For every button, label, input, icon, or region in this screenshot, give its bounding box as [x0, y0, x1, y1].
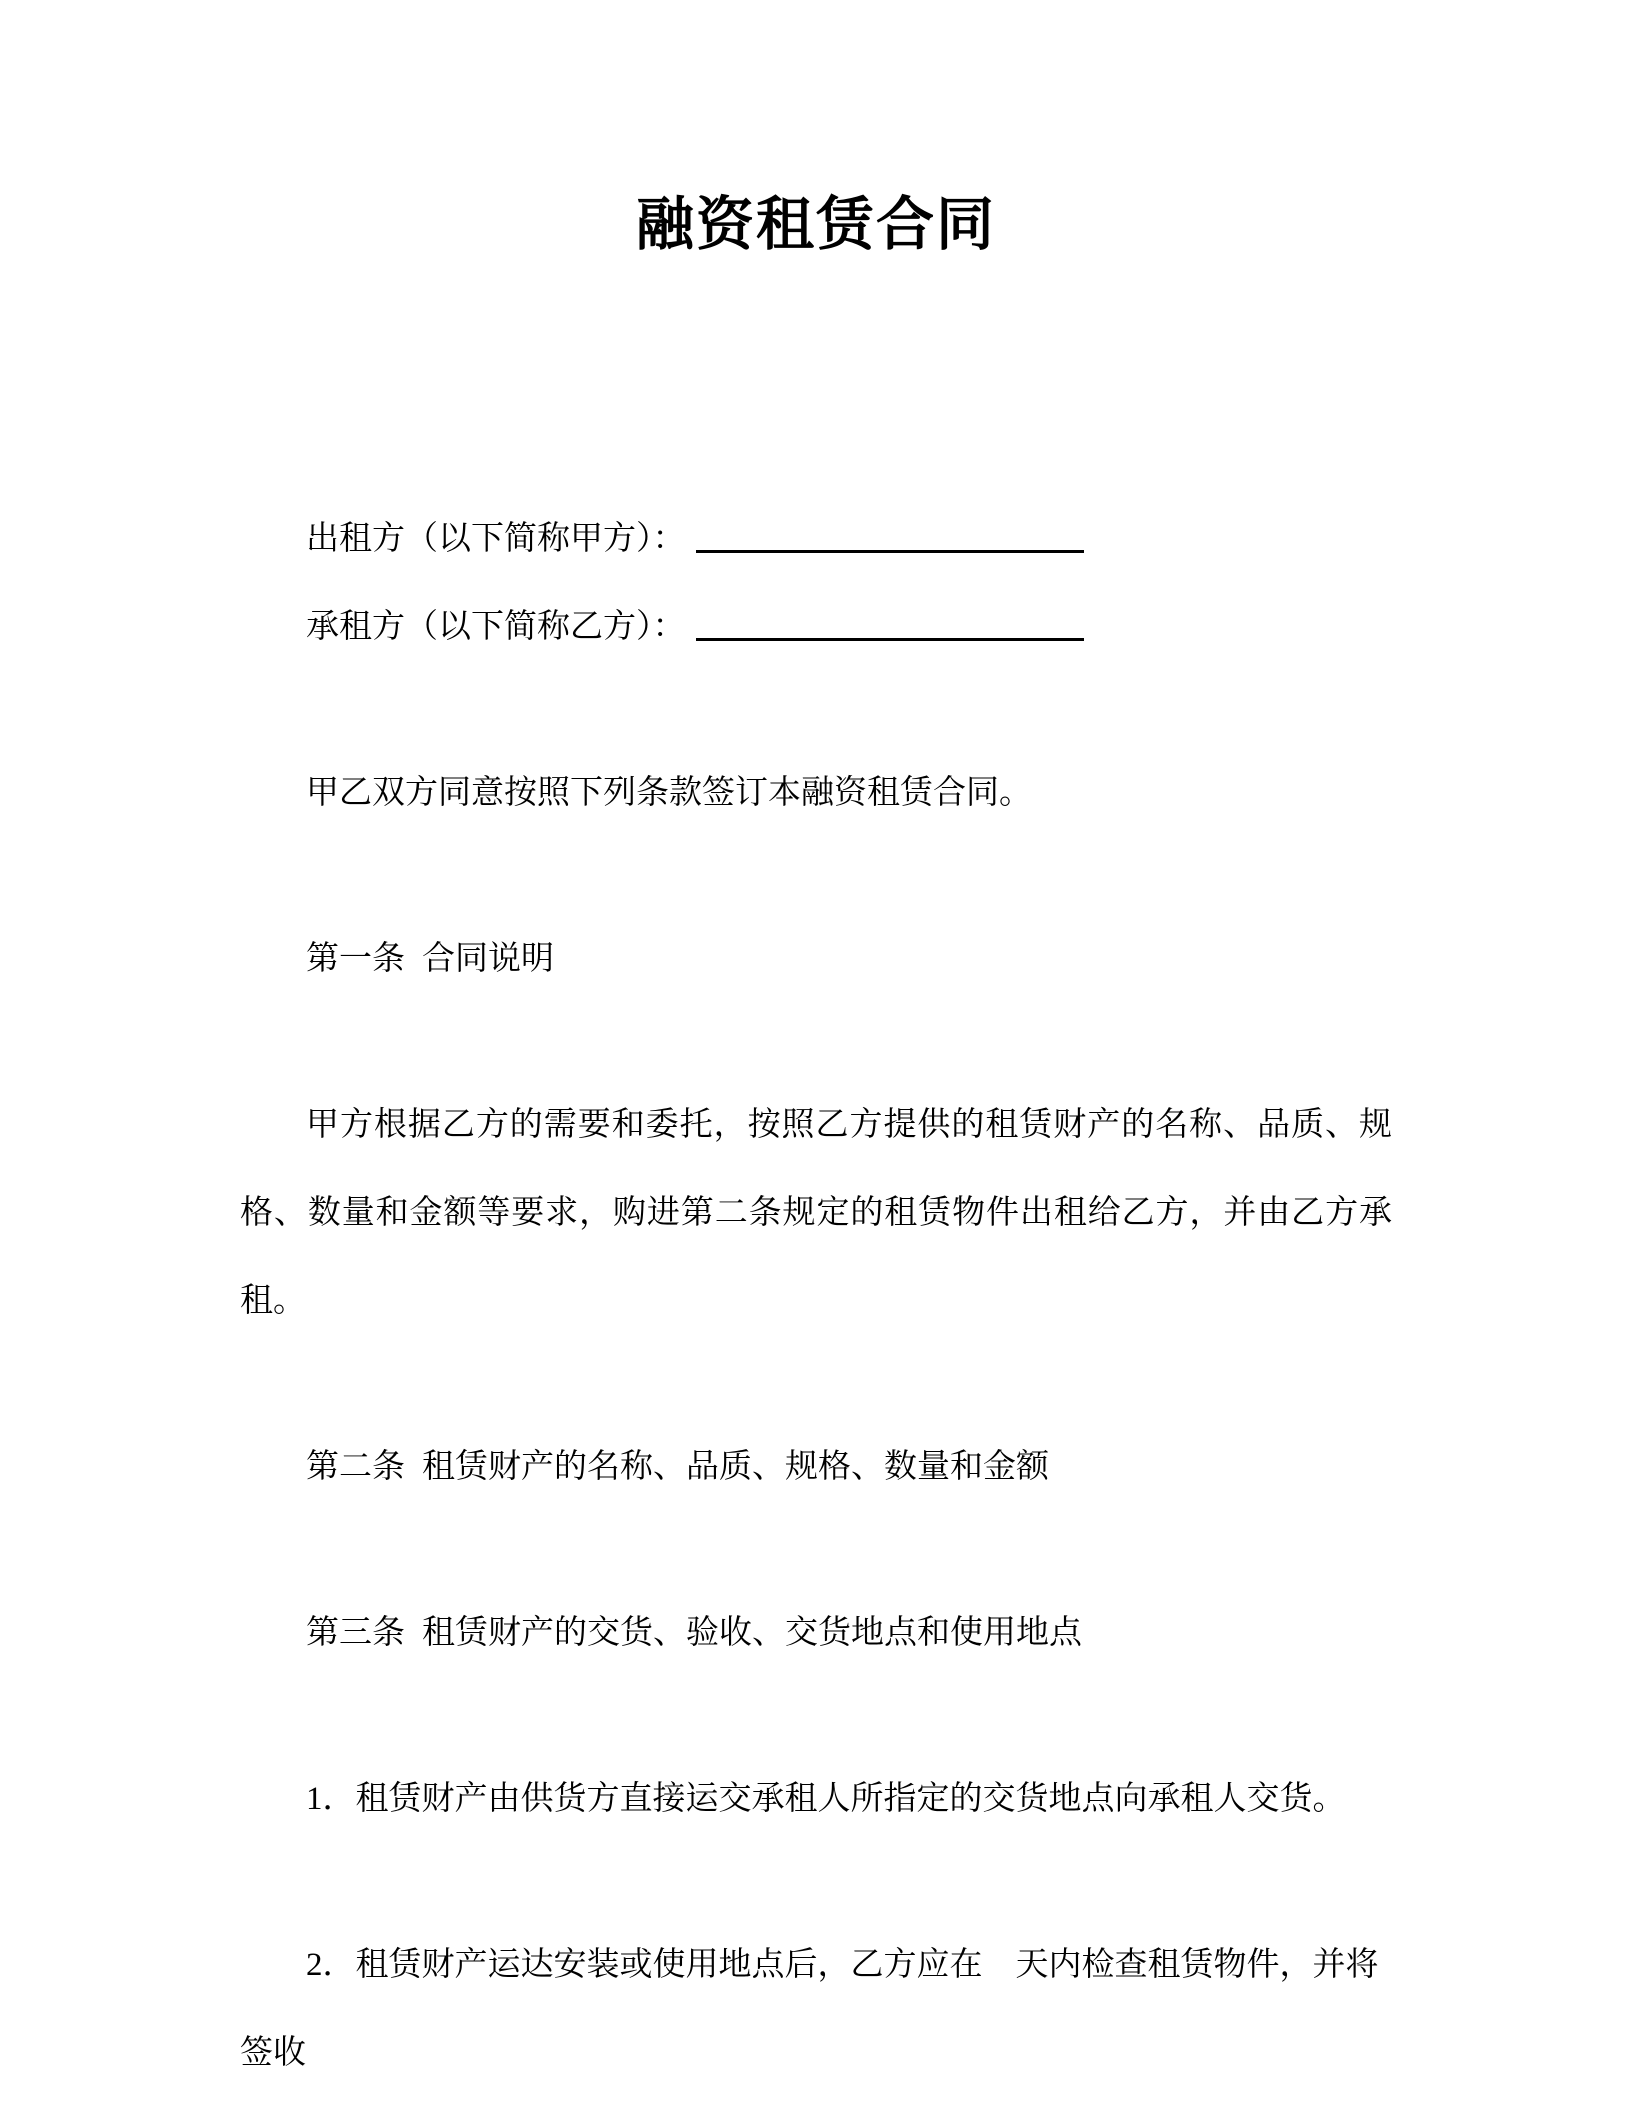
clause-2-title: 租赁财产的名称、品质、规格、数量和金额: [422, 1449, 1049, 1485]
lessee-line: [240, 583, 1392, 671]
document-title: 融资租赁合同: [635, 192, 996, 257]
party-block: [240, 495, 1392, 671]
clause-3-item-1: 1．租赁财产由供货方直接运交承租人所指定的交货地点向承租人交货。: [306, 1781, 1346, 1817]
clause-3-number: 第三条: [306, 1615, 405, 1651]
lessor-label: 出租方（以下简称甲方）：: [306, 521, 686, 557]
lessee-name-blank[interactable]: [696, 596, 1084, 641]
clause-1-number: 第一条: [306, 941, 405, 977]
intro-paragraph: 甲乙双方同意按照下列条款签订本融资租赁合同。: [306, 775, 1032, 811]
clause-3-title: 租赁财产的交货、验收、交货地点和使用地点: [422, 1615, 1082, 1651]
clause-1-title: 合同说明: [422, 941, 554, 977]
clause-1-paragraph: 甲方根据乙方的需要和委托，按照乙方提供的租赁财产的名称、品质、规格、数量和金额等要求，购进第二条规定的租赁物件出租给乙方，并由乙方承租。: [240, 1107, 1392, 1319]
lessee-label: 承租方（以下简称乙方）：: [306, 609, 686, 645]
clause-3-item-2: 2．租赁财产运达安装或使用地点后，乙方应在 天内检查租赁物件，并将签收: [240, 1947, 1379, 2071]
clause-1-heading: [240, 915, 1392, 1003]
lessor-name-blank[interactable]: [696, 508, 1084, 553]
clause-2-number: 第二条: [306, 1449, 405, 1485]
clause-3-heading: [240, 1589, 1392, 1677]
lessor-line: [240, 495, 1392, 583]
clause-2-heading: [240, 1423, 1392, 1511]
